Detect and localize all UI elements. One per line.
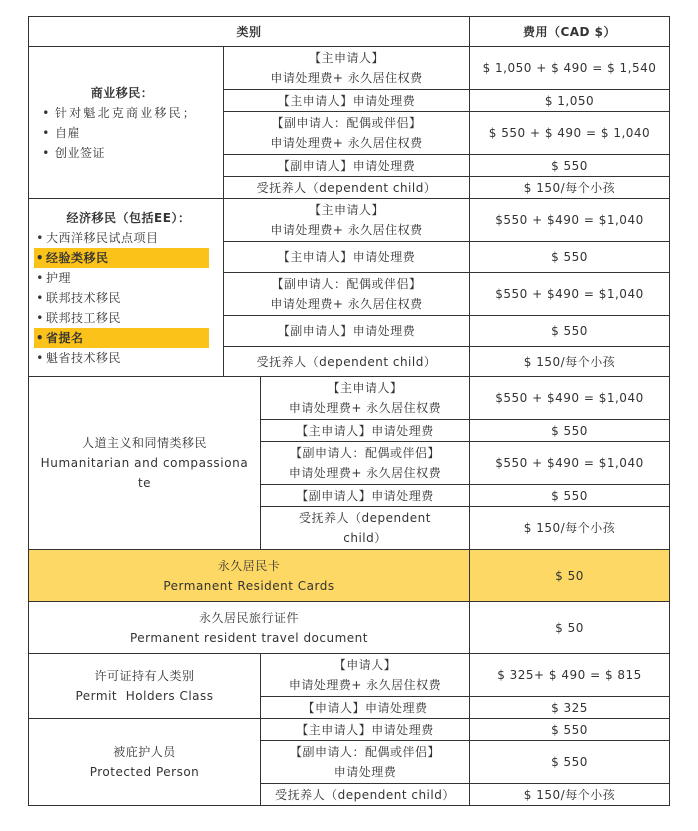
fee-cell: $ 1,050 — [470, 90, 670, 112]
applicant-cell: 【主申请人】申请处理费 — [224, 242, 470, 273]
bullet-icon: • — [42, 105, 50, 120]
table-row — [29, 47, 670, 90]
economic-category-cell — [29, 199, 224, 377]
fee-cell: $ 550 — [470, 242, 670, 273]
fee-cell: $ 150/每个小孩 — [470, 784, 670, 806]
bullet-icon: • — [36, 310, 44, 325]
fee-cell: $ 550 — [470, 719, 670, 741]
fee-cell: $ 150/每个小孩 — [470, 507, 670, 550]
header-category: 类别 — [29, 17, 470, 47]
list-item: • 经验类移民 — [34, 248, 223, 268]
applicant-cell: 【副申请人：配偶或伴侣】 申请处理费 — [261, 741, 470, 784]
fee-cell: $ 50 — [470, 602, 670, 654]
applicant-cell: 【副申请人：配偶或伴侣】 申请处理费+ 永久居住权费 — [224, 112, 470, 155]
bullet-icon: • — [42, 125, 50, 140]
list-item: • 护理 — [34, 268, 223, 288]
table-row — [29, 719, 670, 741]
table-row — [29, 654, 670, 697]
list-item: • 自雇 — [37, 123, 215, 143]
applicant-cell: 【主申请人】申请处理费 — [224, 90, 470, 112]
table-row — [29, 602, 670, 654]
applicant-cell: 受抚养人（dependent child） — [261, 507, 470, 550]
applicant-cell: 受抚养人（dependent child） — [224, 177, 470, 199]
pr-card-cell: 永久居民卡 Permanent Resident Cards — [29, 550, 470, 602]
fee-table — [28, 16, 670, 806]
header-row — [29, 17, 670, 47]
list-item: • 大西洋移民试点项目 — [34, 228, 223, 248]
fee-cell: $ 550 — [470, 741, 670, 784]
applicant-cell: 受抚养人（dependent child） — [224, 347, 470, 377]
table-row — [29, 377, 670, 420]
header-fee: 费用（CAD $） — [470, 17, 670, 47]
bullet-icon: • — [35, 330, 45, 345]
humanitarian-category-cell: 人道主义和同情类移民 Humanitarian and compassiona te — [29, 377, 261, 550]
applicant-cell: 【副申请人：配偶或伴侣】 申请处理费+ 永久居住权费 — [261, 442, 470, 485]
fee-cell: $ 150/每个小孩 — [470, 177, 670, 199]
fee-cell: $ 1,050 + $ 490 = $ 1,540 — [470, 47, 670, 90]
business-title: 商业移民： — [90, 85, 154, 100]
fee-cell: $550 + $490 = $1,040 — [470, 377, 670, 420]
fee-cell: $ 50 — [470, 550, 670, 602]
fee-cell: $550 + $490 = $1,040 — [470, 199, 670, 242]
applicant-cell: 【主申请人】申请处理费 — [261, 420, 470, 442]
protected-category-cell: 被庇护人员 Protected Person — [29, 719, 261, 806]
fee-cell: $ 550 — [470, 316, 670, 347]
bullet-icon: • — [36, 270, 44, 285]
applicant-cell: 【副申请人】申请处理费 — [224, 316, 470, 347]
applicant-cell: 【主申请人】申请处理费 — [261, 719, 470, 741]
table-row — [29, 550, 670, 602]
applicant-cell: 【副申请人：配偶或伴侣】 申请处理费+ 永久居住权费 — [224, 273, 470, 316]
travel-doc-cell: 永久居民旅行证件 Permanent resident travel document — [29, 602, 470, 654]
applicant-cell: 【副申请人】申请处理费 — [261, 485, 470, 507]
list-item: • 创业签证 — [37, 143, 215, 163]
list-item: • 联邦技工移民 — [34, 308, 223, 328]
bullet-icon: • — [36, 230, 44, 245]
fee-cell: $ 550 — [470, 485, 670, 507]
fee-cell: $550 + $490 = $1,040 — [470, 273, 670, 316]
applicant-cell: 【主申请人】 申请处理费+ 永久居住权费 — [224, 199, 470, 242]
fee-cell: $ 550 — [470, 155, 670, 177]
applicant-cell: 【申请人】 申请处理费+ 永久居住权费 — [261, 654, 470, 697]
table-row — [29, 199, 670, 242]
fee-cell: $ 325 — [470, 697, 670, 719]
fee-cell: $ 550 — [470, 420, 670, 442]
bullet-icon: • — [36, 350, 44, 365]
applicant-cell: 受抚养人（dependent child） — [261, 784, 470, 806]
fee-cell: $ 325+ $ 490 = $ 815 — [470, 654, 670, 697]
applicant-cell: 【申请人】申请处理费 — [261, 697, 470, 719]
fee-cell: $ 550 + $ 490 = $ 1,040 — [470, 112, 670, 155]
fee-cell: $550 + $490 = $1,040 — [470, 442, 670, 485]
applicant-cell: 【副申请人】申请处理费 — [224, 155, 470, 177]
list-item: • 魁省技术移民 — [34, 348, 223, 368]
business-category-cell — [29, 47, 224, 199]
applicant-cell: 【主申请人】 申请处理费+ 永久居住权费 — [224, 47, 470, 90]
economic-title: 经济移民（包括EE）： — [66, 210, 191, 225]
list-item: • 联邦技术移民 — [34, 288, 223, 308]
bullet-icon: • — [42, 145, 50, 160]
fee-cell: $ 150/每个小孩 — [470, 347, 670, 377]
applicant-cell: 【主申请人】 申请处理费+ 永久居住权费 — [261, 377, 470, 420]
list-item: • 省提名 — [34, 328, 223, 348]
permit-category-cell: 许可证持有人类别 Permit Holders Class — [29, 654, 261, 719]
bullet-icon: • — [35, 250, 45, 265]
list-item: • 针对魁北克商业移民； — [37, 103, 215, 123]
bullet-icon: • — [36, 290, 44, 305]
